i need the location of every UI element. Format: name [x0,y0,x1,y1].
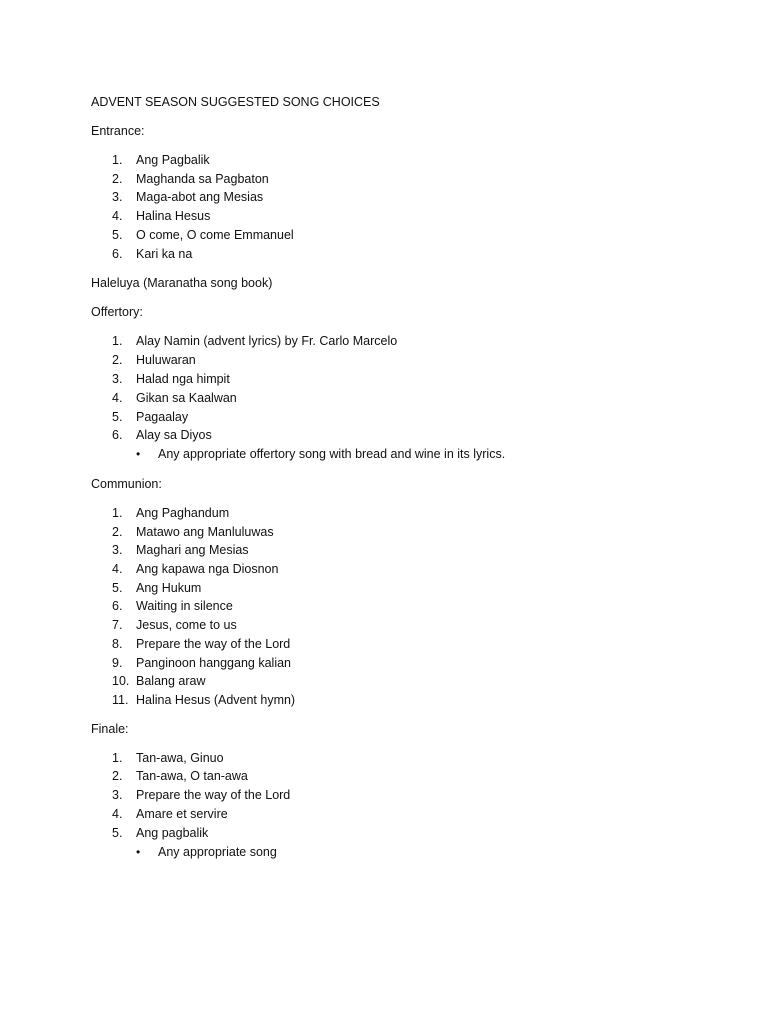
song-title: Pagaalay [136,410,189,424]
bullet-icon: • [136,447,141,461]
list-number: 1. [112,506,123,520]
song-title: Alay sa Diyos [136,428,212,442]
list-number: 5. [112,410,123,424]
list-number: 8. [112,637,123,651]
offertory-note: Any appropriate offertory song with bread and wine in its lyrics. [158,447,506,461]
song-title: Maghari ang Mesias [136,543,249,557]
list-number: 7. [112,618,123,632]
list-number: 3. [112,543,123,557]
song-title: Huluwaran [136,353,196,367]
song-title: Maghanda sa Pagbaton [136,172,269,186]
song-title: Halina Hesus [136,209,211,223]
list-number: 10. [112,674,130,688]
list-number: 4. [112,562,123,576]
song-title: Ang pagbalik [136,826,209,840]
song-title: Tan-awa, O tan-awa [136,769,248,783]
finale-note: Any appropriate song [158,845,277,859]
song-title: Alay Namin (advent lyrics) by Fr. Carlo Marcelo [136,334,398,348]
list-number: 2. [112,769,123,783]
song-title: Gikan sa Kaalwan [136,391,237,405]
song-title: Ang kapawa nga Diosnon [136,562,279,576]
list-number: 3. [112,788,123,802]
section-heading-offertory: Offertory: [91,305,143,319]
song-title: Matawo ang Manluluwas [136,525,274,539]
list-number: 9. [112,656,123,670]
song-title: Maga-abot ang Mesias [136,190,264,204]
list-number: 1. [112,153,123,167]
song-title: Amare et servire [136,807,228,821]
section-heading-communion: Communion: [91,477,162,491]
list-number: 3. [112,190,123,204]
bullet-icon: • [136,845,141,859]
song-title: Prepare the way of the Lord [136,788,291,802]
section-heading-haleluya: Haleluya (Maranatha song book) [91,276,273,290]
list-number: 6. [112,247,123,261]
song-title: Jesus, come to us [136,618,237,632]
song-title: Ang Hukum [136,581,202,595]
song-title: Kari ka na [136,247,193,261]
song-title: Tan-awa, Ginuo [136,751,224,765]
document-title: ADVENT SEASON SUGGESTED SONG CHOICES [91,95,380,109]
list-number: 2. [112,353,123,367]
list-number: 4. [112,209,123,223]
list-number: 6. [112,428,123,442]
song-title: Halad nga himpit [136,372,230,386]
section-heading-entrance: Entrance: [91,124,145,138]
song-title: Waiting in silence [136,599,233,613]
list-number: 5. [112,228,123,242]
song-title: O come, O come Emmanuel [136,228,294,242]
song-title: Halina Hesus (Advent hymn) [136,693,296,707]
list-number: 11. [112,693,129,707]
list-number: 2. [112,172,123,186]
list-number: 5. [112,826,123,840]
song-title: Ang Pagbalik [136,153,210,167]
list-number: 1. [112,751,123,765]
list-number: 3. [112,372,123,386]
song-title: Balang araw [136,674,206,688]
list-number: 6. [112,599,123,613]
song-title: Prepare the way of the Lord [136,637,291,651]
list-number: 1. [112,334,123,348]
list-number: 4. [112,807,123,821]
list-number: 2. [112,525,123,539]
list-number: 4. [112,391,123,405]
list-number: 5. [112,581,123,595]
section-heading-finale: Finale: [91,722,129,736]
song-title: Ang Paghandum [136,506,230,520]
song-title: Panginoon hanggang kalian [136,656,291,670]
